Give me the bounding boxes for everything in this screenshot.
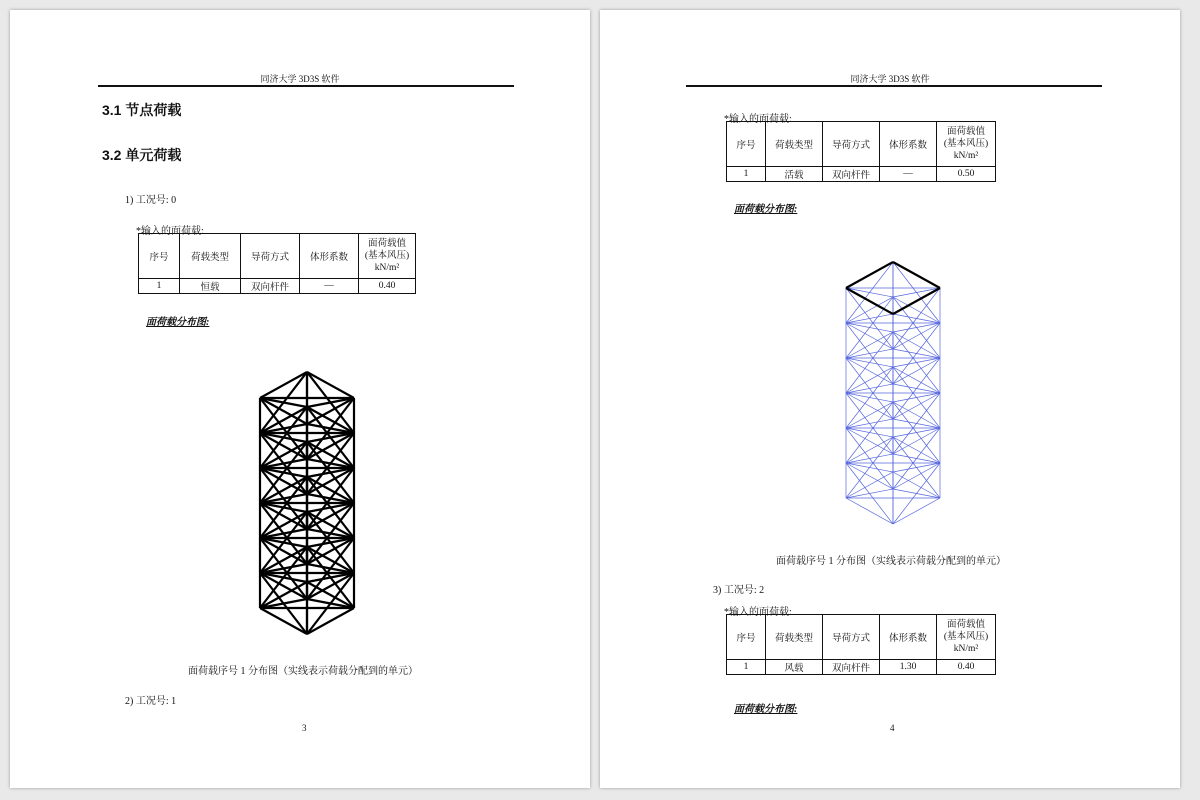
header-rule [98,85,514,87]
diagram-title-2: 面荷载分布图: [734,704,798,715]
frame-member [846,367,893,428]
cell-index: 1 [727,167,766,182]
header-transfer-method: 导荷方式 [823,615,880,660]
header-text: 同济大学 3D3S 软件 [260,74,340,84]
frame-member [893,463,940,472]
diagram-caption: 面荷载序号 1 分布图（实线表示荷载分配到的单元） [776,556,1006,567]
frame-member [846,437,893,498]
header-index: 序号 [727,122,766,167]
frame-member [893,419,940,428]
cell-index: 1 [139,279,180,294]
frame-member [893,349,940,358]
cell-load-type: 恒载 [180,279,241,294]
table-row [139,279,416,294]
case-number-0: 1) 工况号: 0 [125,195,177,206]
header-text: 同济大学 3D3S 软件 [850,74,930,84]
diagram-title: 面荷载分布图: [734,204,798,215]
header-load-value: 面荷载值 (基本风压) kN/m² [937,122,996,167]
header-shape-coefficient: 体形系数 [880,122,937,167]
header-load-type: 荷载类型 [180,234,241,279]
case-number-1: 2) 工况号: 1 [125,696,177,707]
frame-member [893,393,940,402]
header-load-type: 荷载类型 [766,615,823,660]
cell-load-type: 风载 [766,660,823,675]
frame-member [893,314,940,323]
frame-member [893,454,940,463]
diagram-caption: 面荷载序号 1 分布图（实线表示荷载分配到的单元） [188,666,418,677]
frame-member [846,463,893,524]
frame-member [846,288,893,349]
frame-member [307,372,354,398]
header-load-value: 面荷载值 (基本风压) kN/m² [359,234,416,279]
table-row [727,660,996,675]
frame-member [893,428,940,437]
table-header-row [727,615,996,660]
frame-member [893,323,940,332]
cell-shape-coefficient: 1.30 [880,660,937,675]
cell-load-value: 0.40 [937,660,996,675]
header-transfer-method: 导荷方式 [241,234,300,279]
header-index: 序号 [139,234,180,279]
page-number: 4 [890,723,895,733]
cell-shape-coefficient: — [880,167,937,182]
section-node-load-title: 3.1 节点荷载 [102,102,182,118]
frame-member [846,428,893,489]
frame-member [260,372,307,398]
frame-member [893,358,940,367]
frame-member [893,498,940,524]
table-header-row [727,122,996,167]
frame-member [846,323,893,384]
header-index: 序号 [727,615,766,660]
header-load-type: 荷载类型 [766,122,823,167]
tower-frame-diagram-left [240,355,370,645]
cell-load-value: 0.50 [937,167,996,182]
cell-transfer-method: 双向杆件 [823,167,880,182]
section-element-load-title: 3.2 单元荷载 [102,147,182,163]
surface-load-table [138,233,416,294]
page-number: 3 [302,723,307,733]
cell-index: 1 [727,660,766,675]
input-surface-load-label: *输入的面荷载: [136,226,204,237]
surface-load-table-wind [726,614,996,675]
frame-member [846,358,893,419]
frame-member [846,262,893,288]
frame-member [846,297,893,358]
tower-frame-diagram-right [826,245,956,535]
diagram-title: 面荷载分布图: [146,317,210,328]
table-row [727,167,996,182]
input-surface-load-label-2: *输入的面荷载: [724,607,792,618]
cell-load-type: 活载 [766,167,823,182]
right-page [600,10,1180,788]
left-page [10,10,590,788]
header-rule [686,85,1102,87]
cell-shape-coefficient: — [300,279,359,294]
cell-transfer-method: 双向杆件 [823,660,880,675]
input-surface-load-label: *输入的面荷载: [724,114,792,125]
header-transfer-method: 导荷方式 [823,122,880,167]
frame-member [893,262,940,288]
frame-member [893,489,940,498]
surface-load-table-live [726,121,996,182]
frame-member [846,402,893,463]
header-shape-coefficient: 体形系数 [880,615,937,660]
case-number-2: 3) 工况号: 2 [713,585,765,596]
frame-member [846,393,893,454]
frame-member [846,332,893,393]
frame-member [893,384,940,393]
header-shape-coefficient: 体形系数 [300,234,359,279]
frame-member [846,498,893,524]
table-header-row [139,234,416,279]
frame-member [307,608,354,634]
cell-load-value: 0.40 [359,279,416,294]
frame-member [260,608,307,634]
header-load-value: 面荷载值 (基本风压) kN/m² [937,615,996,660]
cell-transfer-method: 双向杆件 [241,279,300,294]
